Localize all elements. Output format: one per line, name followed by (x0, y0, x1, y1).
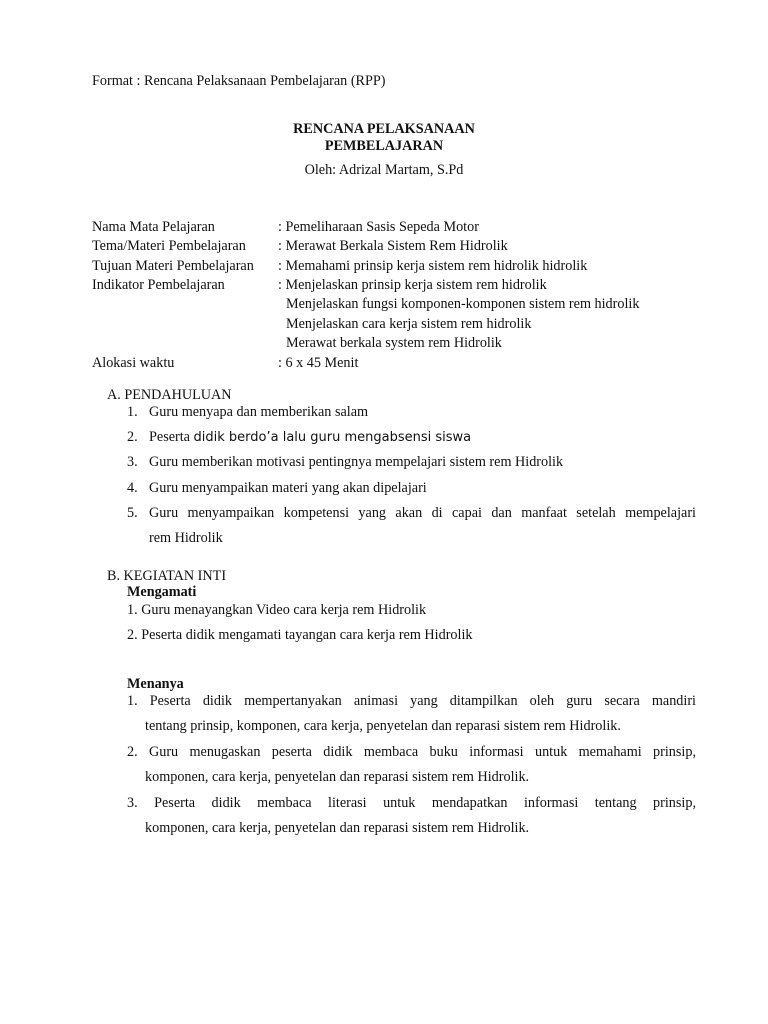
section-a-item-2-part-a: Peserta (149, 429, 194, 445)
mengamati-heading: Mengamati (127, 584, 197, 600)
mapel-label: Nama Mata Pelajaran (92, 219, 215, 235)
tujuan-label: Tujuan Materi Pembelajaran (92, 258, 254, 274)
mengamati-item-2: 2. Peserta didik mengamati tayangan cara kerja rem Hidrolik (127, 627, 473, 643)
section-b-heading: B. KEGIATAN INTI (107, 568, 227, 584)
section-a-item-2-part-b: didik berdo’a lalu guru mengabsensi siswa (193, 430, 472, 445)
title-line-2: PEMBELAJARAN (324, 138, 444, 154)
section-a-item-5-num: 5. (127, 505, 138, 521)
section-a-item-1-num: 1. (127, 404, 138, 420)
tema-label: Tema/Materi Pembelajaran (92, 238, 246, 254)
menanya-item-2-line-1: 2. Guru menugaskan peserta didik membaca buku informasi untuk memahami prinsip, (127, 744, 696, 760)
section-a-item-5: Guru menyampaikan kompetensi yang akan di capai dan manfaat setelah mempelajari (149, 505, 696, 521)
menanya-item-3-line-1: 3. Peserta didik membaca literasi untuk mendapatkan informasi tentang prinsip, (127, 795, 696, 811)
author-line: Oleh: Adrizal Martam, S.Pd (304, 162, 464, 178)
section-a-item-2-num: 2. (127, 429, 138, 445)
indikator-value-3: Menjelaskan cara kerja sistem rem hidrolik (286, 316, 532, 332)
section-a-item-3: Guru memberikan motivasi pentingnya mempelajari sistem rem Hidrolik (149, 454, 564, 470)
menanya-item-3-line-2: komponen, cara kerja, penyetelan dan reparasi sistem rem Hidrolik. (145, 820, 530, 836)
tema-value: : Merawat Berkala Sistem Rem Hidrolik (278, 238, 508, 254)
alokasi-value: : 6 x 45 Menit (278, 355, 359, 371)
section-a-item-4: Guru menyampaikan materi yang akan dipelajari (149, 480, 427, 496)
menanya-heading: Menanya (127, 676, 184, 692)
indikator-value-4: Merawat berkala system rem Hidrolik (286, 335, 502, 351)
title-line-1: RENCANA PELAKSANAAN (293, 121, 475, 137)
tujuan-value: : Memahami prinsip kerja sistem rem hidrolik hidrolik (278, 258, 588, 274)
menanya-item-2-line-2: komponen, cara kerja, penyetelan dan reparasi sistem rem Hidrolik. (145, 769, 530, 785)
indikator-value-2: Menjelaskan fungsi komponen-komponen sistem rem hidrolik (286, 296, 640, 312)
menanya-item-1-line-2: tentang prinsip, komponen, cara kerja, penyetelan dan reparasi sistem rem Hidrolik. (145, 718, 621, 734)
menanya-item-1-line-1: 1. Peserta didik mempertanyakan animasi yang ditampilkan oleh guru secara mandiri (127, 693, 696, 709)
section-a-item-5-cont: rem Hidrolik (149, 530, 223, 546)
section-a-item-1: Guru menyapa dan memberikan salam (149, 404, 369, 420)
format-line: Format : Rencana Pelaksanaan Pembelajaran (RPP) (92, 73, 386, 89)
mapel-value: : Pemeliharaan Sasis Sepeda Motor (278, 219, 479, 235)
section-a-heading: A. PENDAHULUAN (107, 387, 232, 403)
indikator-value-1: : Menjelaskan prinsip kerja sistem rem hidrolik (278, 277, 547, 293)
section-a-item-2 (149, 428, 471, 447)
section-a-item-4-num: 4. (127, 480, 138, 496)
indikator-label: Indikator Pembelajaran (92, 277, 225, 293)
alokasi-label: Alokasi waktu (92, 355, 175, 371)
mengamati-item-1: 1. Guru menayangkan Video cara kerja rem Hidrolik (127, 602, 427, 618)
section-a-item-3-num: 3. (127, 454, 138, 470)
